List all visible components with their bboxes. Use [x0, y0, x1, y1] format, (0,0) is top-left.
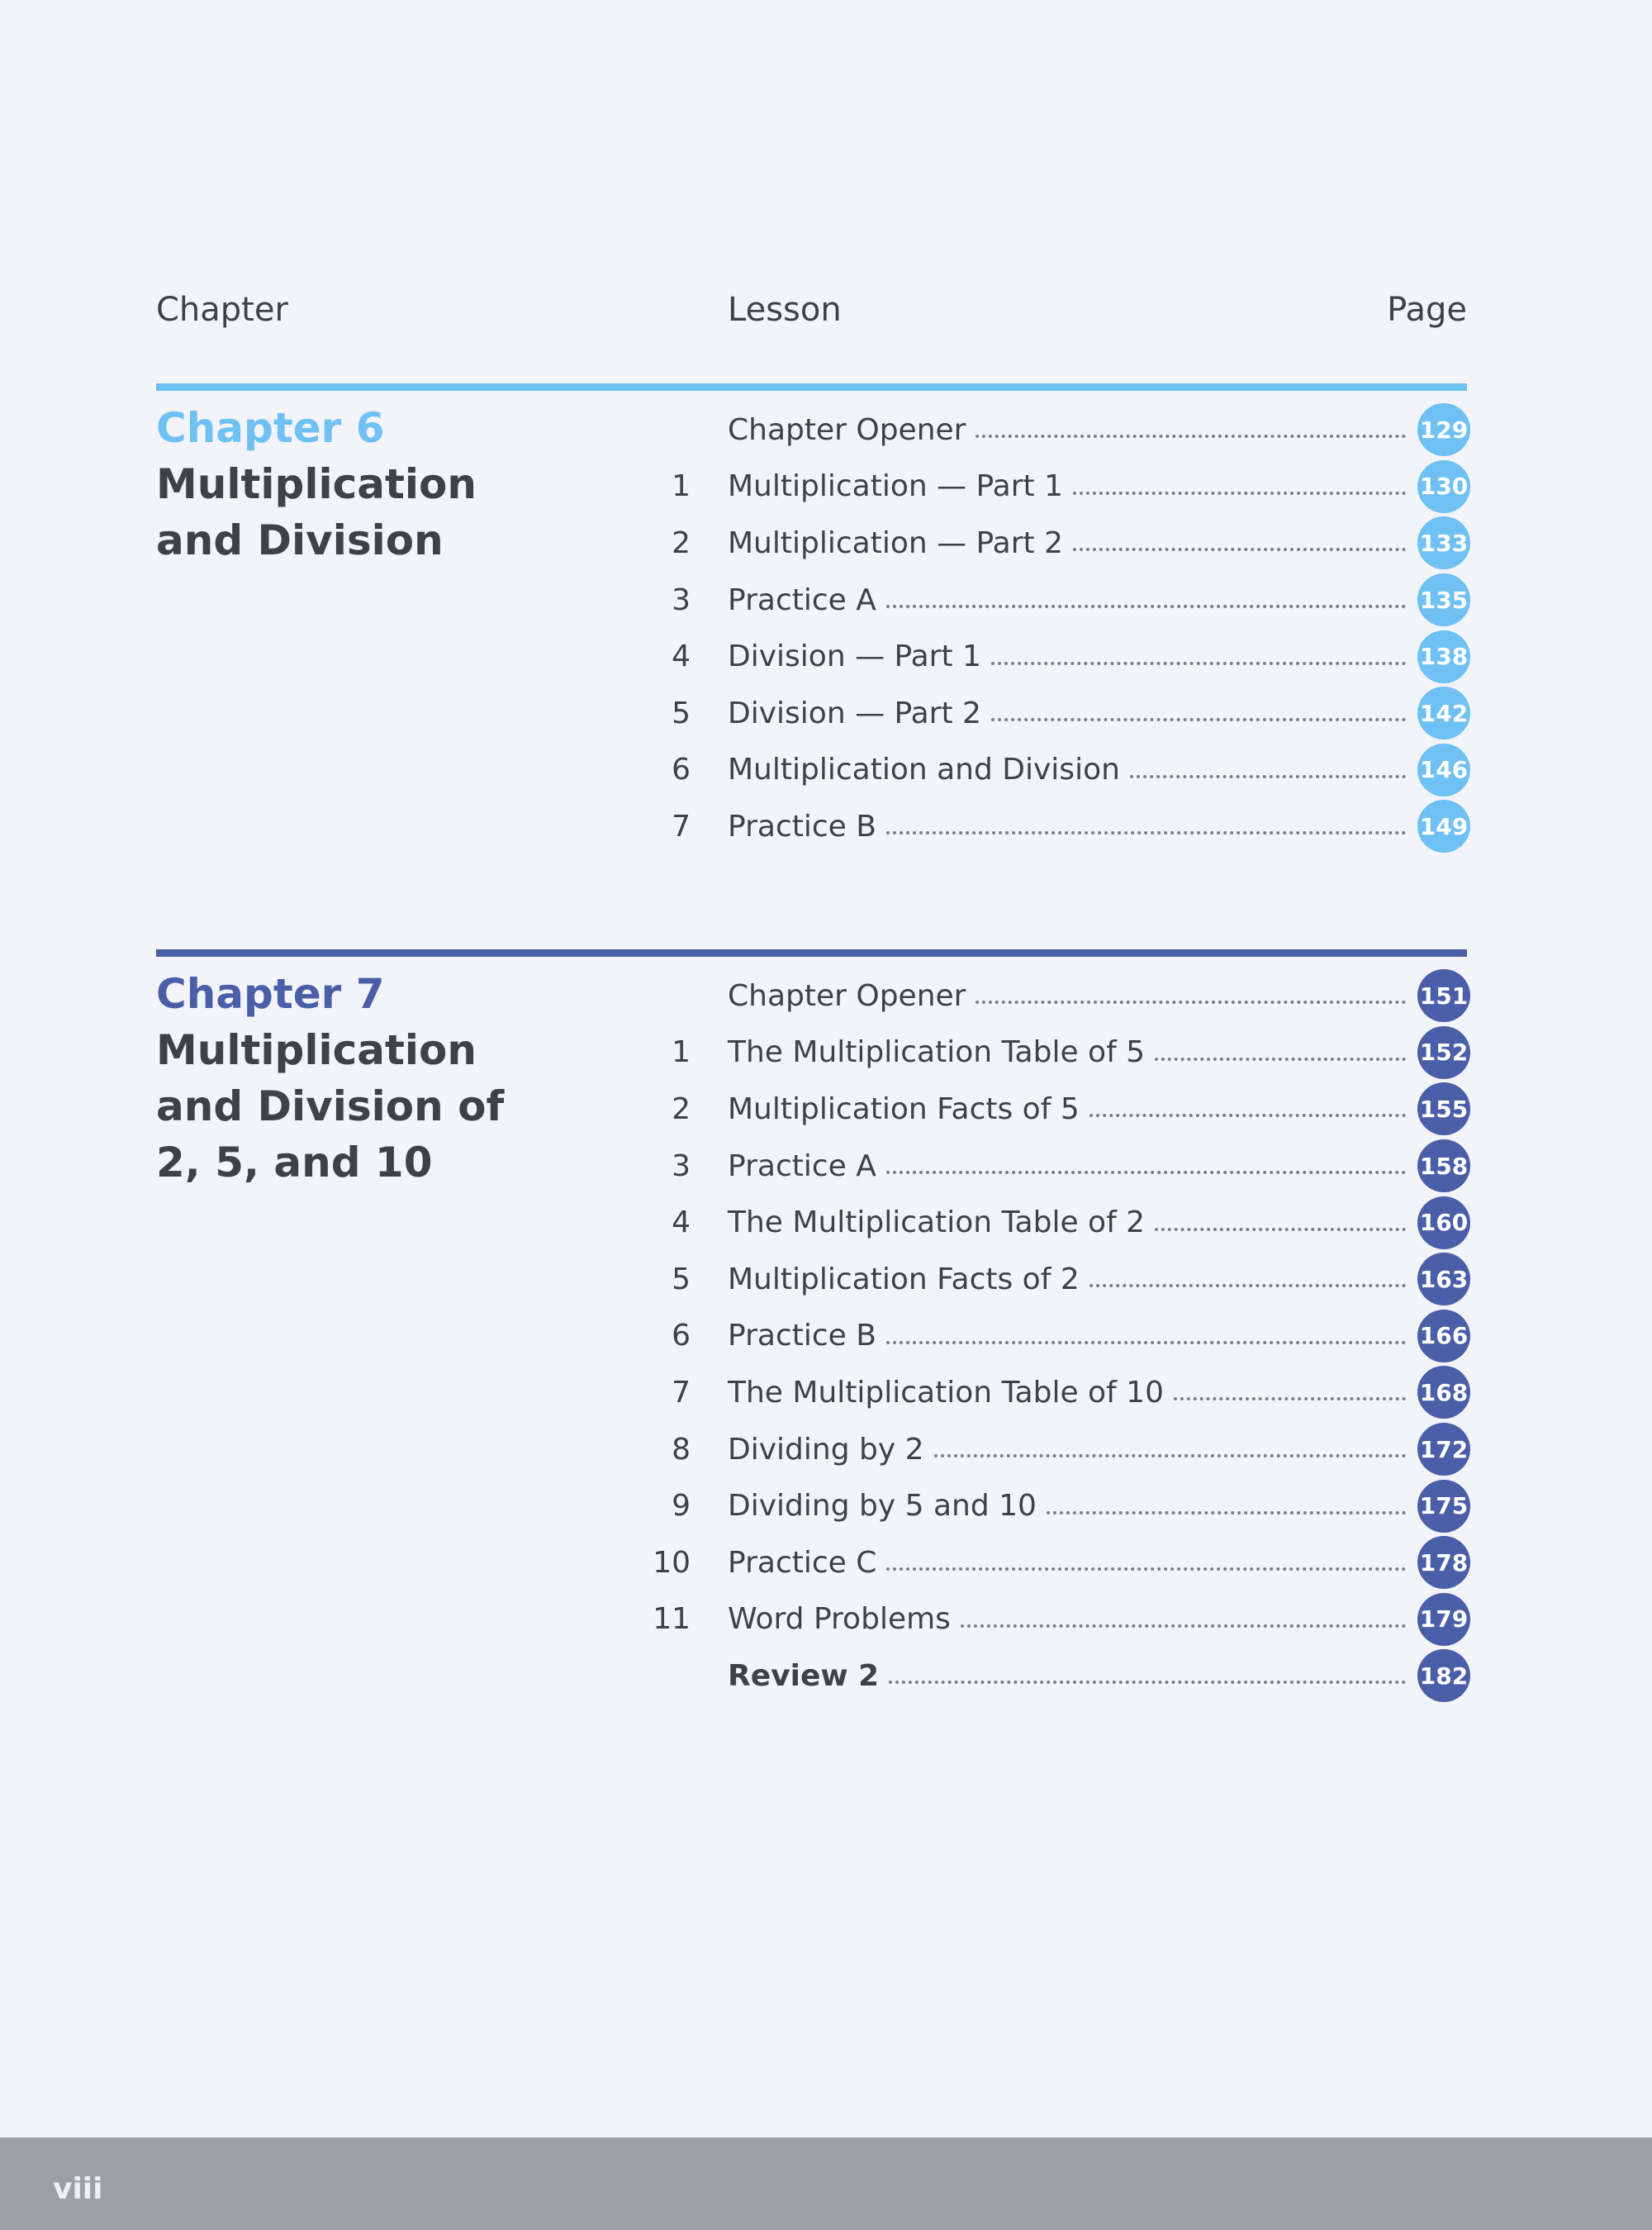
dot-leader	[991, 662, 1406, 665]
page-badge: 166	[1417, 1310, 1470, 1362]
lesson-number: 2	[672, 1091, 691, 1126]
lesson-row[interactable]	[644, 685, 1470, 742]
lesson-title: Practice A	[728, 582, 876, 617]
chapter-divider	[156, 949, 1467, 957]
page-badge: 163	[1417, 1253, 1470, 1305]
lesson-number: 4	[672, 1205, 691, 1240]
dot-leader	[886, 831, 1406, 834]
lesson-row[interactable]	[644, 1591, 1470, 1648]
dot-leader	[1155, 1058, 1406, 1061]
lesson-number: 7	[672, 809, 691, 844]
dot-leader	[1130, 775, 1406, 778]
dot-leader	[889, 1681, 1406, 1684]
page-badge: 149	[1417, 800, 1470, 853]
dot-leader	[1089, 1114, 1406, 1117]
footer-bar	[0, 2137, 1652, 2230]
lesson-row[interactable]	[644, 1308, 1470, 1365]
lesson-number: 11	[653, 1602, 691, 1637]
page-badge: 155	[1417, 1082, 1470, 1135]
dot-leader	[976, 1001, 1406, 1004]
lesson-number: 6	[672, 753, 691, 787]
page-badge: 179	[1417, 1593, 1470, 1646]
chapter-heading	[156, 400, 477, 568]
lesson-title: Practice B	[728, 1319, 876, 1353]
lesson-number: 7	[672, 1375, 691, 1410]
page-badge: 178	[1417, 1536, 1470, 1589]
lesson-row[interactable]	[644, 1648, 1470, 1705]
dot-leader	[991, 718, 1406, 721]
lesson-number: 8	[672, 1432, 691, 1467]
dot-leader	[886, 1567, 1406, 1571]
lesson-row[interactable]	[644, 742, 1470, 799]
lesson-row[interactable]	[644, 798, 1470, 855]
dot-leader	[886, 605, 1406, 608]
lesson-row[interactable]	[644, 1194, 1470, 1251]
lesson-title: Chapter Opener	[728, 412, 966, 447]
lesson-number: 6	[672, 1319, 691, 1353]
lesson-row[interactable]	[644, 1251, 1470, 1308]
lesson-number: 1	[672, 1035, 691, 1070]
lesson-row[interactable]	[644, 1421, 1470, 1478]
lesson-row[interactable]	[644, 459, 1470, 516]
page-badge: 151	[1417, 969, 1470, 1022]
lesson-title: The Multiplication Table of 2	[728, 1205, 1146, 1240]
lesson-number: 3	[672, 582, 691, 617]
page-badge: 168	[1417, 1366, 1470, 1419]
chapter-title-line: 2, 5, and 10	[156, 1139, 433, 1186]
lesson-row[interactable]	[644, 515, 1470, 572]
chapter-number: Chapter 7	[156, 970, 385, 1018]
lesson-title: Dividing by 2	[728, 1432, 924, 1467]
lesson-row[interactable]	[644, 968, 1470, 1025]
page-number: viii	[53, 2172, 103, 2206]
lesson-title: Division — Part 1	[728, 640, 981, 674]
dot-leader	[934, 1454, 1407, 1457]
lesson-title: Multiplication — Part 2	[728, 525, 1063, 560]
chapter-heading	[156, 966, 504, 1191]
lesson-title: Practice B	[728, 809, 876, 844]
lesson-row[interactable]	[644, 572, 1470, 629]
lesson-title: Dividing by 5 and 10	[728, 1489, 1037, 1524]
dot-leader	[1089, 1284, 1406, 1287]
lesson-title: The Multiplication Table of 10	[728, 1375, 1164, 1410]
column-header-lesson: Lesson	[728, 291, 842, 329]
lesson-row[interactable]	[644, 1534, 1470, 1591]
lesson-title: Practice C	[728, 1545, 877, 1580]
chapter-title-line: Multiplication	[156, 1026, 477, 1074]
lesson-number: 3	[672, 1148, 691, 1183]
chapter-number: Chapter 6	[156, 404, 385, 452]
chapter-divider	[156, 383, 1467, 391]
lesson-number: 5	[672, 696, 691, 730]
chapter-title-line: and Division	[156, 516, 444, 564]
page-badge: 175	[1417, 1480, 1470, 1533]
page-badge: 129	[1417, 403, 1470, 456]
lesson-number: 1	[672, 469, 691, 504]
lesson-row[interactable]	[644, 1364, 1470, 1421]
lesson-title: Chapter Opener	[728, 978, 966, 1013]
page-badge: 130	[1417, 460, 1470, 513]
lesson-title: The Multiplication Table of 5	[728, 1035, 1146, 1070]
dot-leader	[1155, 1228, 1406, 1231]
lesson-row[interactable]	[644, 1138, 1470, 1195]
chapter-title-line: Multiplication	[156, 460, 477, 508]
lesson-title: Practice A	[728, 1148, 876, 1183]
lesson-title: Multiplication and Division	[728, 753, 1120, 787]
lesson-title: Division — Part 2	[728, 696, 981, 730]
lesson-title: Multiplication — Part 1	[728, 469, 1063, 504]
chapter-title-line: and Division of	[156, 1082, 505, 1130]
lesson-row[interactable]	[644, 1081, 1470, 1138]
lesson-number: 9	[672, 1489, 691, 1524]
page-badge: 158	[1417, 1139, 1470, 1192]
lesson-list	[644, 402, 1470, 855]
column-header-page: Page	[1387, 291, 1467, 329]
dot-leader	[1174, 1397, 1406, 1400]
dot-leader	[976, 435, 1406, 438]
lesson-number: 2	[672, 525, 691, 560]
dot-leader	[1047, 1511, 1406, 1514]
dot-leader	[886, 1171, 1406, 1174]
lesson-row[interactable]	[644, 1477, 1470, 1534]
lesson-row[interactable]	[644, 1025, 1470, 1082]
lesson-title: Multiplication Facts of 5	[728, 1091, 1080, 1126]
lesson-title: Review 2	[728, 1658, 880, 1693]
page-badge: 138	[1417, 630, 1470, 683]
dot-leader	[1073, 548, 1406, 551]
lesson-number: 4	[672, 640, 691, 674]
page-badge: 182	[1417, 1649, 1470, 1702]
dot-leader	[961, 1624, 1406, 1628]
page-badge: 142	[1417, 687, 1470, 739]
dot-leader	[886, 1341, 1406, 1344]
lesson-row[interactable]	[644, 628, 1470, 685]
lesson-number: 10	[653, 1545, 691, 1580]
lesson-title: Multiplication Facts of 2	[728, 1262, 1080, 1296]
page-badge: 152	[1417, 1026, 1470, 1079]
lesson-number: 5	[672, 1262, 691, 1296]
column-header-chapter: Chapter	[156, 291, 288, 329]
lesson-row[interactable]	[644, 402, 1470, 459]
page-badge: 160	[1417, 1196, 1470, 1249]
page-badge: 172	[1417, 1423, 1470, 1476]
lesson-title: Word Problems	[728, 1602, 951, 1637]
page-badge: 135	[1417, 573, 1470, 626]
lesson-list	[644, 968, 1470, 1705]
dot-leader	[1073, 492, 1406, 495]
page-badge: 146	[1417, 744, 1470, 796]
page-badge: 133	[1417, 516, 1470, 569]
